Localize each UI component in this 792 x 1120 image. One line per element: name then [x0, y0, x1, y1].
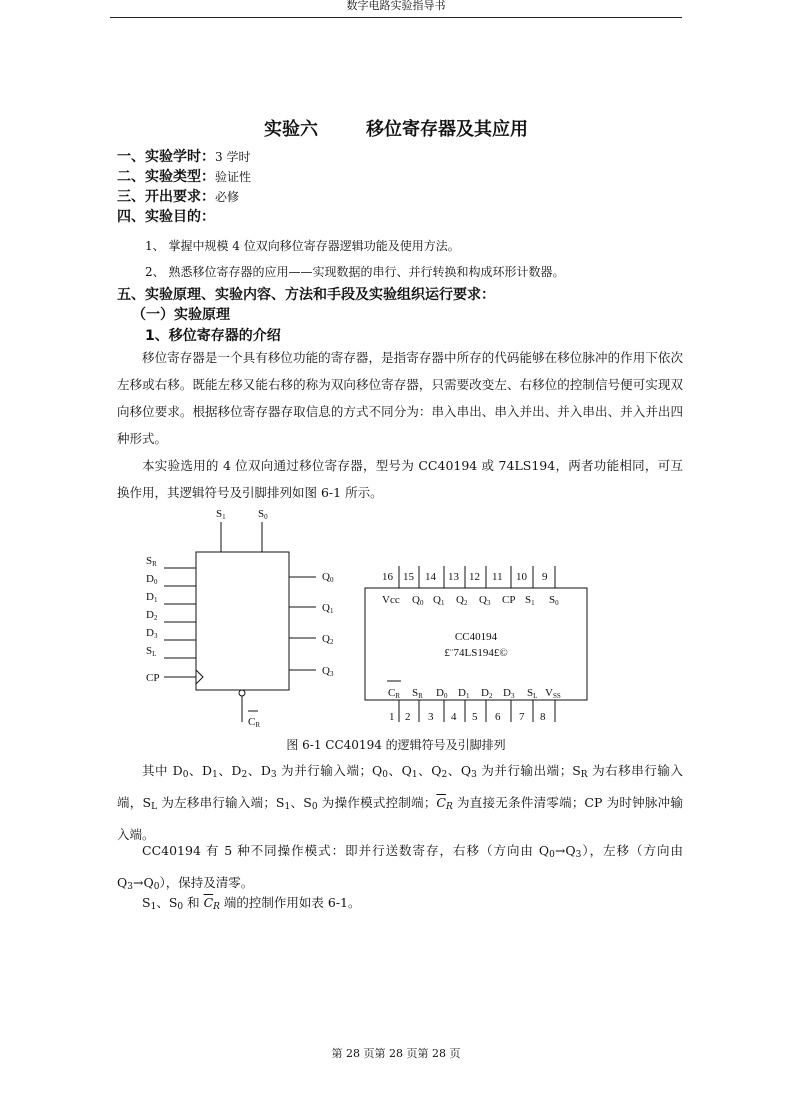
chip-pin-label-s0: S0 — [549, 594, 559, 607]
subsection-principle: （一）实验原理 — [132, 307, 230, 323]
section-requirement — [117, 188, 239, 206]
chip-pin-label-d2: D2 — [481, 687, 493, 700]
pin-number: 6 — [495, 711, 501, 723]
chip-pin-label-q0: Q0 — [412, 594, 424, 607]
pin-label-q3: Q3 — [322, 665, 334, 678]
chip-alt-name: £¨74LS194£© — [444, 647, 508, 659]
chip-pin-label-q3: Q3 — [479, 594, 491, 607]
pin-number: 14 — [425, 571, 436, 583]
pin-label-q1: Q1 — [322, 602, 334, 615]
section-objectives — [117, 208, 215, 226]
experiment-number: 实验六 — [264, 119, 318, 140]
chip-pin-label-cp: CP — [502, 594, 516, 606]
section-value: 3 学时 — [215, 150, 251, 164]
pin-number: 3 — [428, 711, 434, 723]
pin-number: 7 — [519, 711, 525, 723]
chip-pin-label-q1: Q1 — [433, 594, 445, 607]
chip-pin-label-s1: S1 — [525, 594, 535, 607]
pin-label-q2: Q2 — [322, 633, 334, 646]
figure-6-1 — [0, 500, 792, 735]
section-value: 必修 — [215, 190, 240, 204]
pin-number: 13 — [448, 571, 459, 583]
pin-label-s1: S1 — [216, 508, 226, 521]
pin-number: 1 — [389, 711, 395, 723]
chip-pin-label-vss: VSS — [545, 687, 561, 700]
pin-label-cr: CR — [248, 716, 261, 729]
pin-label-sr: SR — [146, 555, 157, 568]
paragraph-intro: 移位寄存器是一个具有移位功能的寄存器，是指寄存器中所存的代码能够在移位脉冲的作用下依次左移或右移。既能左移又能右移的称为双向移位寄存器，只需要改变左、右移位的控制信号便可实现双向移位要求。根据移位寄存器存取信息的方式不同分为：串入串出、串入并出、并入串出、并入并出四种形式。 — [117, 350, 683, 446]
pin-label-q0: Q0 — [322, 571, 334, 584]
pin-number: 5 — [472, 711, 478, 723]
pin-number: 12 — [469, 571, 480, 583]
pin-number: 2 — [405, 711, 411, 723]
pin-number: 10 — [516, 571, 527, 583]
chip-pin-label-cr: CR — [388, 687, 401, 700]
experiment-name: 移位寄存器及其应用 — [366, 119, 528, 140]
pin-label-d2: D2 — [146, 609, 158, 622]
clock-triangle-icon — [196, 670, 203, 684]
chip-pin-label-d0: D0 — [436, 687, 448, 700]
paragraph-pin-description: 其中 $D_0$、$D_1$、$D_2$、$D_3$ 为并行输入端；$Q_0$、$Q_1$、$Q_2$、$Q_3$ 为并行输出端；$S_R$ 为右移串行输入端，$S_L$ 为左移串行输入端；$S_1$、$S_0$ 为操作模式控制端；$\overline{C}_R$ 为直接无条件清零端；CP 为时钟脉冲输入端。 — [117, 763, 683, 842]
pin-label-d0: D0 — [146, 573, 158, 586]
section-key: 四、实验目的： — [117, 209, 215, 225]
inversion-bubble-icon — [239, 690, 245, 696]
page-footer: 第 28 页第 28 页第 28 页 — [331, 1047, 461, 1060]
section-value: 验证性 — [215, 170, 252, 184]
section-key: 三、开出要求： — [117, 189, 215, 205]
logic-symbol-box — [196, 552, 289, 690]
section-key: 一、实验学时： — [117, 149, 215, 165]
objective-2: 2、 熟悉移位寄存器的应用——实现数据的串行、并行转换和构成环形计数器。 — [145, 265, 565, 279]
section-key: 二、实验类型： — [117, 169, 215, 185]
pin-label-s0: S0 — [258, 508, 268, 521]
page-title — [0, 115, 792, 141]
pin-number: 15 — [403, 571, 414, 583]
paragraph-operating-modes: CC40194 有 5 种不同操作模式：即并行送数寄存，右移（方向由 $Q_0\to Q_3$），左移（方向由 $Q_3\to Q_0$），保持及清零。 — [117, 843, 683, 892]
running-header: 数字电路实验指导书 — [110, 0, 682, 18]
paragraph-control-ref: $S_1$、$S_0$ 和 $\overline{C}_R$ 端的控制作用如表 6-1。 — [142, 895, 361, 912]
section-hours — [117, 148, 250, 166]
chip-pin-label-d1: D1 — [458, 687, 470, 700]
pin-number: 8 — [540, 711, 546, 723]
pin-label-sl: SL — [146, 645, 157, 658]
section-type — [117, 168, 251, 186]
pin-label-d1: D1 — [146, 591, 158, 604]
pin-number: 16 — [382, 571, 393, 583]
pin-label-cp: CP — [146, 672, 160, 684]
figure-caption: 图 6-1 CC40194 的逻辑符号及引脚排列 — [286, 738, 506, 752]
objective-1: 1、 掌握中规模 4 位双向移位寄存器逻辑功能及使用方法。 — [145, 239, 460, 253]
section-5-heading: 五、实验原理、实验内容、方法和手段及实验组织运行要求： — [117, 287, 495, 303]
pin-number: 9 — [542, 571, 548, 583]
pin-label-d3: D3 — [146, 627, 158, 640]
chip-pin-label-q2: Q2 — [456, 594, 468, 607]
chip-name: CC40194 — [454, 631, 498, 643]
pin-number: 4 — [451, 711, 457, 723]
chip-pin-label-d3: D3 — [503, 687, 515, 700]
chip-pin-label-vcc: Vcc — [382, 594, 400, 606]
pin-number: 11 — [492, 571, 503, 583]
paragraph-chip-choice: 本实验选用的 4 位双向通过移位寄存器，型号为 CC40194 或 74LS194，两者功能相同，可互换作用，其逻辑符号及引脚排列如图 6-1 所示。 — [117, 458, 683, 500]
subsection-shift-register: 1、移位寄存器的介绍 — [145, 328, 281, 344]
chip-pin-label-sl: SL — [527, 687, 538, 700]
chip-pin-label-sr: SR — [412, 687, 423, 700]
